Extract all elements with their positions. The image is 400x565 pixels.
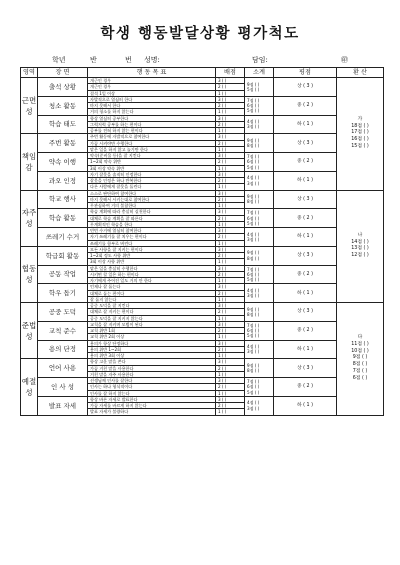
- subtotal-item: 8점 ( ): [247, 368, 260, 374]
- score-cell: 3 ( ): [216, 284, 245, 290]
- score-cell: 1 ( ): [216, 240, 245, 246]
- area-name: 근면성: [21, 78, 38, 134]
- goal-text: 항상 바른 자세로 발표한다: [88, 396, 216, 402]
- goal-text: 교칙 위반 2회 이상: [88, 334, 216, 340]
- goal-text: 빈번 수거에 열심히 참여한다: [88, 228, 216, 234]
- header-score: 배점: [216, 68, 245, 78]
- scene-name: 발표 자세: [38, 396, 88, 415]
- goal-text: 자기 쓰레기를 잘 치우는 편이다: [88, 234, 216, 240]
- goal-text: 마지 못해서 시키는대로 참여한다: [88, 196, 216, 202]
- goal-text: 개근인 경우: [88, 78, 216, 84]
- score-cell: 2 ( ): [216, 215, 245, 221]
- score-cell: 3 ( ): [216, 359, 245, 365]
- conversion-item: 9점 ( ): [352, 355, 368, 361]
- goal-text: 무계획적인 학습을 한다: [88, 221, 216, 227]
- level-cell: 상 ( 3 ): [274, 303, 337, 322]
- score-cell: 2 ( ): [216, 328, 245, 334]
- score-cell: 1 ( ): [216, 296, 245, 302]
- goal-text: 개근인 경우: [88, 84, 216, 90]
- conversion-cell: [337, 303, 384, 416]
- score-cell: 1 ( ): [216, 203, 245, 209]
- area-name: 협동성: [21, 246, 38, 302]
- goal-text: 대체로 돕는 편이다: [88, 290, 216, 296]
- conversion-grade: 가: [357, 116, 363, 122]
- subtotal-item: 5점 ( ): [247, 108, 260, 114]
- scene-name: 교칙 준수: [38, 321, 88, 340]
- score-cell: 3 ( ): [216, 171, 245, 177]
- subtotal-item: 3점 ( ): [247, 180, 260, 186]
- score-cell: 1 ( ): [216, 259, 245, 265]
- score-cell: 1 ( ): [216, 90, 245, 96]
- level-cell: 중 ( 2 ): [274, 209, 337, 228]
- area-name: 준법성: [21, 303, 38, 359]
- seal-icon: ㊞: [341, 56, 348, 64]
- subtotal-item: 7점 ( ): [247, 97, 260, 103]
- goal-text: 스스로 판단하여 참여한다: [88, 190, 216, 196]
- subtotal-item: 4점 ( ): [247, 344, 260, 350]
- goal-text: 맡은 일을 충실히 수행한다: [88, 265, 216, 271]
- subtotal-item: 4점 ( ): [247, 175, 260, 181]
- goal-text: 발표 자세가 불량하다: [88, 409, 216, 415]
- goal-text: 대체로 잘 지키는 편이다: [88, 309, 216, 315]
- subtotal-item: 4점 ( ): [247, 287, 260, 293]
- score-cell: 2 ( ): [216, 178, 245, 184]
- teacher-label: 담임:: [252, 56, 268, 64]
- score-cell: 2 ( ): [216, 196, 245, 202]
- level-cell: 하 ( 1 ): [274, 228, 337, 247]
- subtotal-item: 7점 ( ): [247, 379, 260, 384]
- subtotal-item: 7점 ( ): [247, 210, 260, 216]
- subtotal-cell: [245, 115, 274, 134]
- subtotal-cell: [245, 340, 274, 359]
- header-conversion: 환 산: [337, 68, 384, 78]
- subtotal-item: 5점 ( ): [247, 389, 260, 395]
- score-cell: 3 ( ): [216, 134, 245, 140]
- subtotal-cell: [245, 134, 274, 153]
- number-label: 번: [125, 56, 132, 64]
- table-body: [21, 78, 384, 416]
- score-cell: 2 ( ): [216, 384, 245, 390]
- score-cell: 3 ( ): [216, 340, 245, 346]
- subtotal-item: 5점 ( ): [247, 277, 260, 282]
- level-cell: 상 ( 3 ): [274, 246, 337, 265]
- goal-text: 약속(준비물 등)을 잘 지킨다: [88, 153, 216, 159]
- goal-text: 인사를 잘 하지 않는다: [88, 390, 216, 396]
- scene-name: 학습 활동: [38, 209, 88, 228]
- score-cell: 3 ( ): [216, 190, 245, 196]
- subtotal-item: 6점 ( ): [247, 215, 260, 221]
- area-name: 책임감: [21, 134, 38, 190]
- header-scene: 장 면: [38, 68, 88, 78]
- goal-text: 용의 위반 3회 이상: [88, 353, 216, 359]
- subtotal-item: 6점 ( ): [247, 384, 260, 390]
- score-cell: 2 ( ): [216, 140, 245, 146]
- subtotal-cell: [245, 78, 274, 97]
- subtotal-cell: [245, 265, 274, 284]
- goal-text: 맡은 일을 하지 않고 놀기만 한다: [88, 146, 216, 152]
- conversion-grade: 다: [357, 335, 363, 341]
- scene-name: 주번 활동: [38, 134, 88, 153]
- scene-name: 학습 태도: [38, 115, 88, 134]
- scene-name: 학우 돕기: [38, 284, 88, 303]
- scene-name: 공동 작업: [38, 265, 88, 284]
- goal-text: 잘못을 인정은 하나 반복한다: [88, 178, 216, 184]
- goal-text: 자기에게 주어진 일도 거의 안 한다: [88, 278, 216, 284]
- conversion-item: 8점 ( ): [352, 362, 368, 368]
- subtotal-item: 5점 ( ): [247, 220, 260, 226]
- score-cell: 1 ( ): [216, 221, 245, 227]
- student-info-line: [0, 55, 400, 65]
- level-cell: 하 ( 1 ): [274, 115, 337, 134]
- subtotal-cell: [245, 171, 274, 190]
- conversion-item: 7점 ( ): [352, 368, 368, 374]
- score-cell: 3 ( ): [216, 246, 245, 252]
- subtotal-cell: [245, 209, 274, 228]
- score-cell: 3 ( ): [216, 78, 245, 84]
- goal-text: 1~2회 정도 사항 위반: [88, 253, 216, 259]
- score-cell: 1 ( ): [216, 334, 245, 340]
- level-cell: 하 ( 1 ): [274, 171, 337, 190]
- goal-text: 1~2회 약속 위반: [88, 159, 216, 165]
- score-cell: 2 ( ): [216, 234, 245, 240]
- goal-text: 학습 계획에 따라 충실히 실천한다: [88, 209, 216, 215]
- subtotal-item: 8점 ( ): [247, 199, 260, 205]
- goal-text: 가끔 거친 말을 사용한다: [88, 365, 216, 371]
- subtotal-item: 7점 ( ): [247, 266, 260, 272]
- subtotal-item: 5점 ( ): [247, 333, 260, 339]
- score-cell: 1 ( ): [216, 184, 245, 190]
- score-cell: 2 ( ): [216, 309, 245, 315]
- score-cell: 2 ( ): [216, 290, 245, 296]
- score-cell: 2 ( ): [216, 403, 245, 409]
- score-cell: 1 ( ): [216, 128, 245, 134]
- goal-text: 쓰레기를 함부로 버린다: [88, 240, 216, 246]
- level-cell: 중 ( 2 ): [274, 96, 337, 115]
- subtotal-cell: [245, 153, 274, 172]
- grade-label: 학년: [52, 56, 66, 64]
- goal-text: 그럭저럭 공부를 하는 편이다: [88, 121, 216, 127]
- goal-text: 거친 말을 자주 사용한다: [88, 371, 216, 377]
- scene-name: 용의 단정: [38, 340, 88, 359]
- page-title: 학생 행동발달상황 평가척도: [100, 26, 300, 42]
- score-cell: 3 ( ): [216, 153, 245, 159]
- subtotal-cell: [245, 96, 274, 115]
- level-cell: 상 ( 3 ): [274, 78, 337, 97]
- scene-name: 청소 활동: [38, 96, 88, 115]
- header-subtotal: 소계: [245, 68, 274, 78]
- score-cell: 2 ( ): [216, 271, 245, 277]
- goal-text: 인사는 하나 형식적이다: [88, 384, 216, 390]
- score-cell: 1 ( ): [216, 353, 245, 359]
- subtotal-item: 8점 ( ): [247, 143, 260, 149]
- class-label: 반: [90, 56, 97, 64]
- subtotal-item: 3점 ( ): [247, 405, 260, 411]
- score-cell: 1 ( ): [216, 390, 245, 396]
- subtotal-item: 9점 ( ): [247, 306, 260, 312]
- score-cell: 3 ( ): [216, 115, 245, 121]
- goal-text: 대체로 학습 계획을 잘 따른다: [88, 215, 216, 221]
- score-cell: 2 ( ): [216, 253, 245, 259]
- subtotal-cell: [245, 246, 274, 265]
- goal-text: 3회 이상 사항 위반: [88, 259, 216, 265]
- goal-text: 다른 사람에게 잘못을 돌린다: [88, 184, 216, 190]
- subtotal-item: 3점 ( ): [247, 124, 260, 130]
- subtotal-item: 3점 ( ): [247, 293, 260, 299]
- goal-text: 항상 열심히 공부한다: [88, 115, 216, 121]
- goal-text: 자기 잘못을 솔직히 인정한다: [88, 171, 216, 177]
- subtotal-item: 5점 ( ): [247, 86, 260, 92]
- conversion-item: 18점 ( ): [351, 123, 369, 129]
- subtotal-item: 8점 ( ): [247, 255, 260, 261]
- goal-text: 항상 고운 말을 쓴다: [88, 359, 216, 365]
- subtotal-cell: [245, 321, 274, 340]
- score-cell: 2 ( ): [216, 121, 245, 127]
- scene-name: 약속 이행: [38, 153, 88, 172]
- subtotal-cell: [245, 378, 274, 397]
- conversion-grade: 나: [357, 232, 363, 238]
- subtotal-item: 9점 ( ): [247, 362, 260, 368]
- goal-text: 교칙 위반 1회: [88, 328, 216, 334]
- level-cell: 중 ( 2 ): [274, 321, 337, 340]
- conversion-item: 15점 ( ): [351, 143, 369, 149]
- score-cell: 2 ( ): [216, 159, 245, 165]
- score-cell: 1 ( ): [216, 315, 245, 321]
- header-area: 영역: [21, 68, 38, 78]
- conversion-item: 17점 ( ): [351, 130, 369, 136]
- goal-text: 용의 위반 1~2회: [88, 346, 216, 352]
- level-cell: 중 ( 2 ): [274, 265, 337, 284]
- score-cell: 3 ( ): [216, 396, 245, 402]
- goal-text: 가끔 시켜야만 수행한다: [88, 140, 216, 146]
- conversion-cell: [337, 78, 384, 191]
- score-cell: 3 ( ): [216, 303, 245, 309]
- subtotal-cell: [245, 190, 274, 209]
- scene-name: 과오 인정: [38, 171, 88, 190]
- score-cell: 3 ( ): [216, 209, 245, 215]
- conversion-cell: [337, 190, 384, 303]
- goal-text: 용의가 항상 단정하다: [88, 340, 216, 346]
- score-cell: 1 ( ): [216, 109, 245, 115]
- goal-text: 가끔 자세를 바르게 하지 않는다: [88, 403, 216, 409]
- goal-text: 결석 1일 이상: [88, 90, 216, 96]
- subtotal-item: 9점 ( ): [247, 137, 260, 143]
- score-cell: 2 ( ): [216, 365, 245, 371]
- level-cell: 상 ( 3 ): [274, 134, 337, 153]
- subtotal-item: 4점 ( ): [247, 119, 260, 125]
- conversion-item: 16점 ( ): [351, 137, 369, 143]
- subtotal-item: 7점 ( ): [247, 154, 260, 159]
- goal-text: 공중 도덕을 잘 지킨다: [88, 303, 216, 309]
- subtotal-item: 3점 ( ): [247, 236, 260, 242]
- score-cell: 3 ( ): [216, 228, 245, 234]
- subtotal-item: 4점 ( ): [247, 231, 260, 237]
- header-level: 평점: [274, 68, 337, 78]
- subtotal-cell: [245, 396, 274, 415]
- subtotal-item: 5점 ( ): [247, 164, 260, 170]
- evaluation-table: [20, 67, 384, 416]
- conversion-item: 14점 ( ): [351, 239, 369, 245]
- level-cell: 하 ( 1 ): [274, 340, 337, 359]
- scene-name: 학교 행사: [38, 190, 88, 209]
- goal-text: 마지 못해서 한다: [88, 103, 216, 109]
- goal-text: 거의 청소를 하지 않는다: [88, 109, 216, 115]
- level-cell: 중 ( 2 ): [274, 378, 337, 397]
- subtotal-item: 9점 ( ): [247, 194, 260, 200]
- subtotal-item: 8점 ( ): [247, 311, 260, 317]
- score-cell: 2 ( ): [216, 84, 245, 90]
- goal-text: 교칙을 잘 지키며 모범이 된다: [88, 321, 216, 327]
- scene-name: 학급회 활동: [38, 246, 88, 265]
- conversion-item: 12점 ( ): [351, 252, 369, 258]
- goal-text: 공중 도덕을 잘 지키지 않는다: [88, 315, 216, 321]
- score-cell: 2 ( ): [216, 346, 245, 352]
- goal-text: 자발적으로 열심히 한다: [88, 96, 216, 102]
- score-cell: 2 ( ): [216, 103, 245, 109]
- scene-name: 출석 상황: [38, 78, 88, 97]
- scene-name: 인 사 성: [38, 378, 88, 397]
- goal-text: 선생님께 인사를 잘한다: [88, 378, 216, 384]
- conversion-item: 6점 ( ): [352, 375, 368, 381]
- conversion-item: 10점 ( ): [351, 348, 369, 354]
- goal-text: 공부를 전혀 하지 않는 편이다: [88, 128, 216, 134]
- subtotal-cell: [245, 228, 274, 247]
- subtotal-cell: [245, 284, 274, 303]
- subtotal-item: 6점 ( ): [247, 103, 260, 108]
- goal-text: 모든 사항을 잘 지키는 편이다: [88, 246, 216, 252]
- header-row: [21, 68, 384, 78]
- conversion-item: 13점 ( ): [351, 246, 369, 252]
- scene-name: 쓰레기 수거: [38, 228, 88, 247]
- level-cell: 상 ( 3 ): [274, 359, 337, 378]
- subtotal-item: 9점 ( ): [247, 81, 260, 87]
- level-cell: 상 ( 3 ): [274, 190, 337, 209]
- score-cell: 1 ( ): [216, 146, 245, 152]
- score-cell: 1 ( ): [216, 409, 245, 415]
- score-cell: 3 ( ): [216, 321, 245, 327]
- score-cell: 1 ( ): [216, 371, 245, 377]
- scene-name: 언어 사용: [38, 359, 88, 378]
- name-label: 성명:: [144, 56, 160, 64]
- subtotal-item: 9점 ( ): [247, 250, 260, 256]
- goal-text: 시키면 할 일은 하는 편이다: [88, 271, 216, 277]
- goal-text: 무관심하여 거의 불참한다: [88, 203, 216, 209]
- scene-name: 공중 도덕: [38, 303, 88, 322]
- level-cell: 하 ( 1 ): [274, 396, 337, 415]
- goal-text: 잘 돕지 않는다: [88, 296, 216, 302]
- subtotal-item: 6점 ( ): [247, 328, 260, 333]
- header-goal: 행 동 목 표: [88, 68, 216, 78]
- goal-text: 언제나 잘 돕는다: [88, 284, 216, 290]
- level-cell: 하 ( 1 ): [274, 284, 337, 303]
- score-cell: 1 ( ): [216, 278, 245, 284]
- goal-text: 3회 이상 약속 위반: [88, 165, 216, 171]
- subtotal-item: 6점 ( ): [247, 271, 260, 277]
- subtotal-cell: [245, 303, 274, 322]
- subtotal-cell: [245, 359, 274, 378]
- score-cell: 3 ( ): [216, 378, 245, 384]
- subtotal-item: 4점 ( ): [247, 400, 260, 406]
- subtotal-item: 6점 ( ): [247, 159, 260, 165]
- score-cell: 3 ( ): [216, 96, 245, 102]
- score-cell: 1 ( ): [216, 165, 245, 171]
- score-cell: 3 ( ): [216, 265, 245, 271]
- area-name: 예절성: [21, 359, 38, 415]
- subtotal-item: 7점 ( ): [247, 322, 260, 328]
- level-cell: 중 ( 2 ): [274, 153, 337, 172]
- goal-text: 주번 활동에 자발적으로 참여한다: [88, 134, 216, 140]
- area-name: 자주성: [21, 190, 38, 246]
- subtotal-item: 3점 ( ): [247, 349, 260, 355]
- conversion-item: 11점 ( ): [351, 341, 369, 347]
